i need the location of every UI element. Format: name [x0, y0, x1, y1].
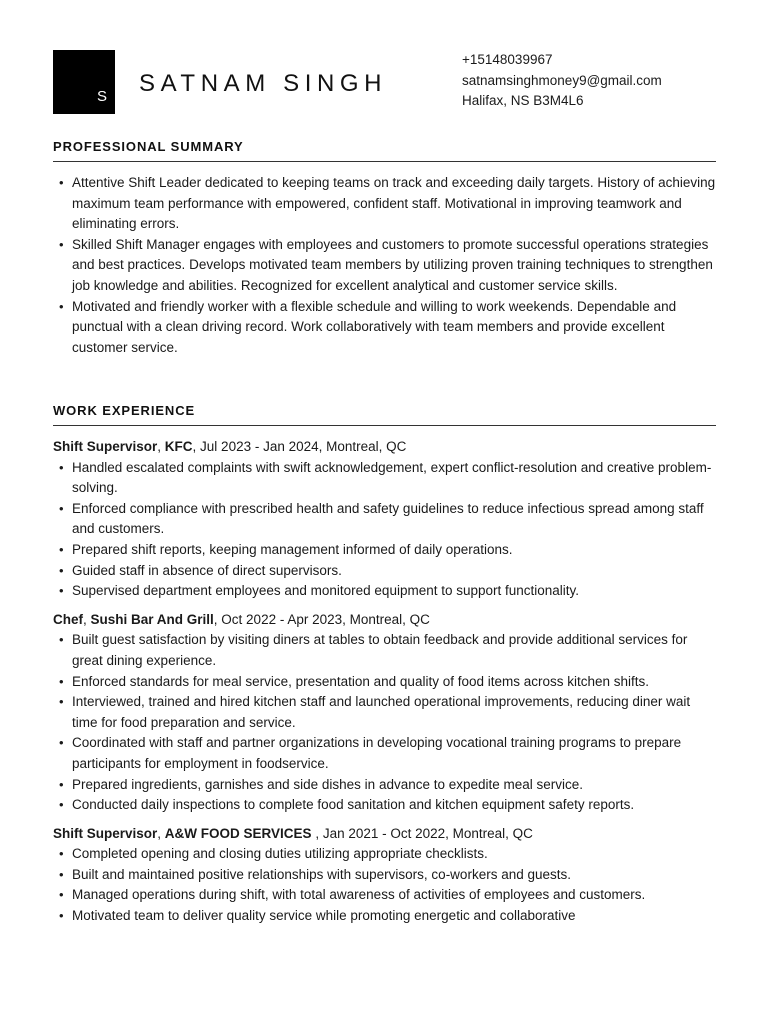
monogram-block	[53, 50, 115, 114]
job-header: Shift Supervisor, KFC, Jul 2023 - Jan 2024, Montreal, QC	[53, 439, 407, 454]
job-bullet: • Built guest satisfaction by visiting diners at tables to obtain feedback and provide additional services for great dining experience.	[53, 630, 718, 671]
job-bullets	[53, 458, 718, 602]
job-bullet: • Managed operations during shift, with total awareness of activities of employees and customers.	[53, 885, 718, 906]
job-bullet: • Completed opening and closing duties utilizing appropriate checklists.	[53, 844, 718, 865]
phone-number: +15148039967	[462, 52, 553, 67]
job-role: Shift Supervisor	[53, 825, 158, 841]
experience-section	[53, 437, 718, 927]
location: Halifax, NS B3M4L6	[462, 93, 584, 109]
job-bullet: • Prepared ingredients, garnishes and side dishes in advance to expedite meal service.	[53, 775, 718, 796]
job-bullet: • Interviewed, trained and hired kitchen staff and launched operational improvements, reducing diner wait time for food preparation and service.	[53, 692, 718, 733]
summary-list	[53, 173, 718, 358]
job-role: Shift Supervisor	[53, 439, 158, 454]
job-details: , Oct 2022 - Apr 2023, Montreal, QC	[213, 611, 430, 627]
summary-item: • Attentive Shift Leader dedicated to keeping teams on track and exceeding daily targets. History of achieving maximum team performance with empowered, confident staff. Motivational in improving teamwork and eliminating errors.	[53, 173, 718, 235]
summary-section	[53, 173, 718, 358]
summary-item: • Skilled Shift Manager engages with employees and customers to promote successful operations strategies and best practices. Develops motivated team members by utilizing proven training techniques to strengthen job knowledge and abilities. Recognized for excellent analytical and customer service skills.	[53, 235, 718, 297]
email-address: satnamsinghmoney9@gmail.com	[462, 72, 662, 88]
job-header: Chef, Sushi Bar And Grill, Oct 2022 - Apr 2023, Montreal, QC	[53, 611, 430, 627]
job-bullet: • Handled escalated complaints with swift acknowledgement, expert conflict-resolution and creative problem-solving.	[53, 458, 718, 499]
job-bullet: • Coordinated with staff and partner organizations in developing vocational training programs to prepare participants for employment in foodservice.	[53, 733, 718, 774]
summary-item: • Motivated and friendly worker with a flexible schedule and willing to work weekends. Dependable and punctual with a clean driving record. Work collaboratively with team members and provide excellent customer service.	[53, 297, 718, 359]
job-bullets	[53, 844, 718, 926]
job-details: , Jan 2021 - Oct 2022, Montreal, QC	[315, 825, 533, 841]
job-company: A&W FOOD SERVICES	[164, 825, 316, 841]
job-role: Chef	[53, 611, 83, 627]
experience-heading: WORK EXPERIENCE	[53, 403, 716, 426]
job-bullet: • Motivated team to deliver quality service while promoting energetic and collaborative	[53, 906, 718, 927]
job-bullet: • Enforced compliance with prescribed health and safety guidelines to reduce infectious spread among staff and customers.	[53, 499, 718, 540]
job-bullets	[53, 630, 718, 815]
job-bullet: • Guided staff in absence of direct supervisors.	[53, 561, 718, 582]
job-company: KFC	[164, 439, 193, 454]
monogram-letter: S	[97, 88, 108, 105]
summary-heading: PROFESSIONAL SUMMARY	[53, 139, 716, 162]
job-bullet: • Enforced standards for meal service, presentation and quality of food items across kitchen shifts.	[53, 672, 718, 693]
job-details: , Jul 2023 - Jan 2024, Montreal, QC	[192, 439, 407, 454]
candidate-name: SATNAM SINGH	[139, 70, 388, 97]
job-bullet: • Built and maintained positive relationships with supervisors, co-workers and guests.	[53, 865, 718, 886]
job-bullet: • Conducted daily inspections to complete food sanitation and kitchen equipment safety reports.	[53, 795, 718, 816]
job-company: Sushi Bar And Grill	[90, 611, 214, 627]
contact-info	[462, 50, 662, 112]
job-bullet: • Prepared shift reports, keeping management informed of daily operations.	[53, 540, 718, 561]
job-bullet: • Supervised department employees and monitored equipment to support functionality.	[53, 581, 718, 602]
job-header: Shift Supervisor, A&W FOOD SERVICES , Jan 2021 - Oct 2022, Montreal, QC	[53, 825, 533, 841]
